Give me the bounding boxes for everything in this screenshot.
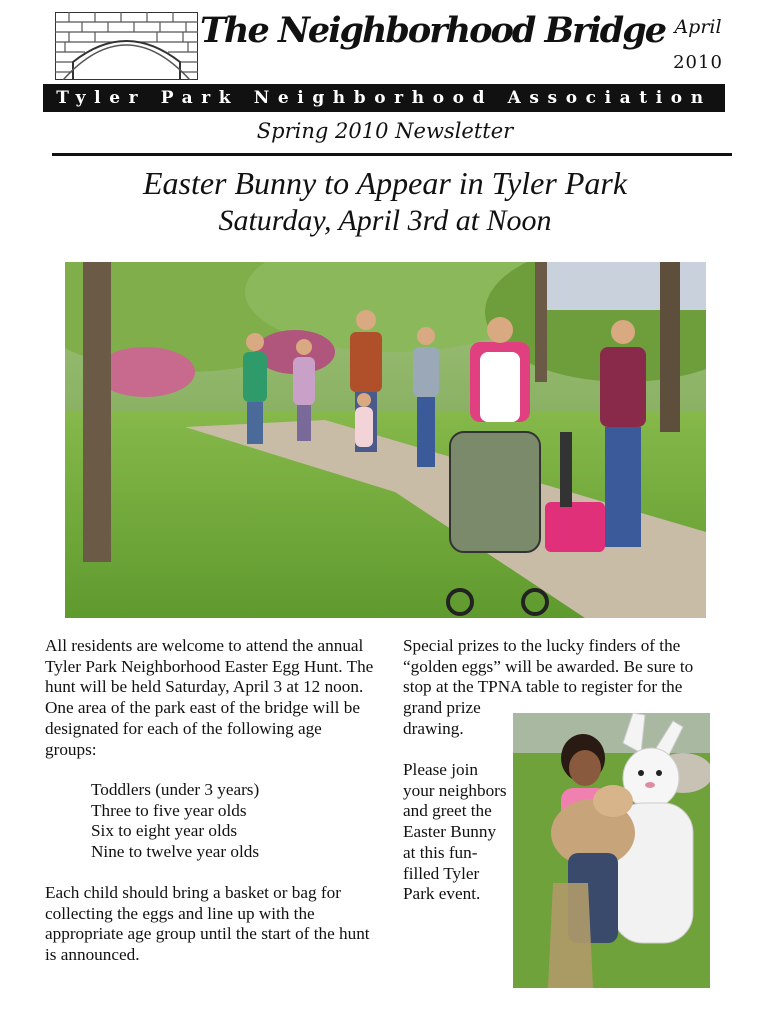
prizes-paragraph: Special prizes to the lucky finders of the “golden eggs” will be awarded. Be sure to stop at the TPNA table to register for the [403, 636, 694, 697]
issue-year: 2010 [673, 52, 723, 73]
article-subheadline: Saturday, April 3rd at Noon [218, 204, 552, 237]
park-walk-photo [65, 262, 706, 618]
intro-paragraph: All residents are welcome to attend the annual Tyler Park Neighborhood Easter Egg Hunt. The hunt will be held Saturday, April 3 at 12 noon. One area of the park east of the bridge will be designated for each of the following age groups: [45, 636, 374, 759]
association-banner: Tyler Park Neighborhood Association [43, 84, 725, 112]
age-group-item: Six to eight year olds [91, 821, 238, 841]
issue-month: April [674, 16, 722, 38]
article-headline: Easter Bunny to Appear in Tyler Park [142, 165, 628, 201]
easter-bunny-photo [513, 713, 710, 988]
age-group-item: Nine to twelve year olds [91, 842, 260, 862]
age-group-item: Toddlers (under 3 years) [91, 780, 260, 799]
age-group-list [91, 780, 351, 863]
bridge-logo [55, 12, 198, 80]
header-divider [52, 153, 732, 156]
newsletter-title: The Neighborhood Bridge [200, 10, 666, 51]
basket-paragraph: Each child should bring a basket or bag for collecting the eggs and line up with the appropriate age group until the start of the hunt is announced. [45, 883, 370, 965]
prizes-paragraph-end: grand prize drawing. [403, 698, 481, 738]
invite-paragraph: Please join your neighbors and greet the Easter Bunny at this fun-filled Tyler Park event. [403, 760, 507, 904]
age-group-item: Three to five year olds [91, 800, 247, 820]
issue-subtitle: Spring 2010 Newsletter [256, 119, 514, 143]
